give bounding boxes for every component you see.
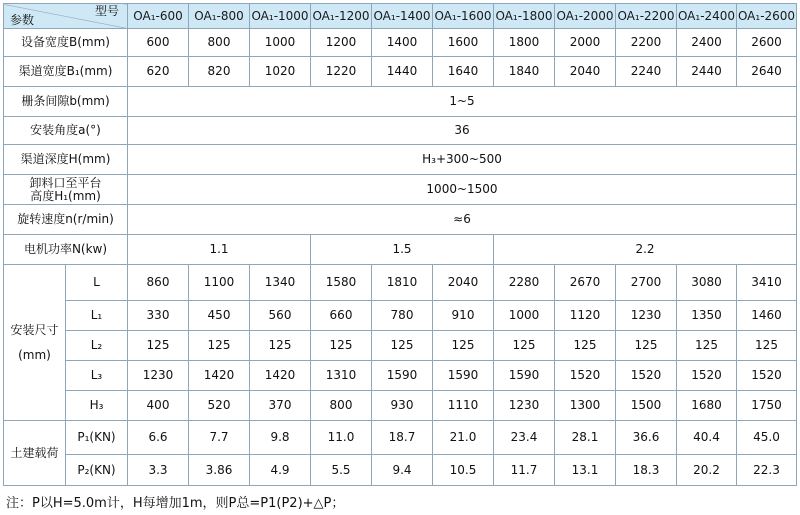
table-cell: 860	[128, 265, 189, 301]
table-cell: 1520	[555, 361, 616, 391]
table-cell: 1000	[494, 301, 555, 331]
table-cell: 1680	[677, 391, 737, 421]
row-label: 栅条间隙b(mm)	[4, 87, 128, 117]
model-header: OA₁-1400	[372, 4, 433, 29]
table-cell: 125	[555, 331, 616, 361]
merged-cell: H₃+300~500	[128, 145, 797, 175]
table-cell: 11.0	[311, 421, 372, 455]
table-cell: 330	[128, 301, 189, 331]
table-cell: 1340	[250, 265, 311, 301]
spec-table	[3, 3, 797, 486]
group-label: 土建载荷	[4, 421, 66, 486]
table-cell: 450	[189, 301, 250, 331]
table-cell: 1640	[433, 57, 494, 87]
table-cell: 1110	[433, 391, 494, 421]
model-header: OA₁-1000	[250, 4, 311, 29]
model-header: OA₁-2600	[737, 4, 797, 29]
table-cell: 1020	[250, 57, 311, 87]
table-cell: 23.4	[494, 421, 555, 455]
table-cell: 28.1	[555, 421, 616, 455]
table-row	[4, 331, 797, 361]
table-row	[4, 117, 797, 145]
merged-cell: 1~5	[128, 87, 797, 117]
table-cell: 3.86	[189, 455, 250, 486]
table-cell: 36.6	[616, 421, 677, 455]
table-cell: 660	[311, 301, 372, 331]
table-cell: 1420	[189, 361, 250, 391]
table-cell: 5.5	[311, 455, 372, 486]
model-header: OA₁-2400	[677, 4, 737, 29]
sub-label: P₁(KN)	[66, 421, 128, 455]
table-row	[4, 361, 797, 391]
table-cell: 800	[311, 391, 372, 421]
model-header: OA₁-600	[128, 4, 189, 29]
group-label-line: 安装尺寸	[10, 322, 59, 337]
table-row	[4, 391, 797, 421]
table-cell: 780	[372, 301, 433, 331]
table-cell: 930	[372, 391, 433, 421]
table-row	[4, 421, 797, 455]
table-cell: 1840	[494, 57, 555, 87]
merged-cell: ≈6	[128, 205, 797, 235]
table-cell: 1440	[372, 57, 433, 87]
model-header-row	[4, 4, 797, 29]
table-cell: 1500	[616, 391, 677, 421]
table-cell: 13.1	[555, 455, 616, 486]
table-cell: 125	[616, 331, 677, 361]
merged-cell: 1.5	[311, 235, 494, 265]
table-cell: 1100	[189, 265, 250, 301]
row-label: 设备宽度B(mm)	[4, 29, 128, 57]
table-row	[4, 57, 797, 87]
table-row	[4, 29, 797, 57]
table-cell: 3080	[677, 265, 737, 301]
table-cell: 1520	[616, 361, 677, 391]
table-cell: 1420	[250, 361, 311, 391]
table-cell: 1120	[555, 301, 616, 331]
table-cell: 1400	[372, 29, 433, 57]
table-cell: 2640	[737, 57, 797, 87]
table-cell: 800	[189, 29, 250, 57]
table-cell: 45.0	[737, 421, 797, 455]
row-label: 电机功率N(kw)	[4, 235, 128, 265]
table-cell: 600	[128, 29, 189, 57]
sub-label: H₃	[66, 391, 128, 421]
model-header: OA₁-1200	[311, 4, 372, 29]
table-cell: 370	[250, 391, 311, 421]
table-cell: 125	[372, 331, 433, 361]
row-label-line: 卸料口至平台	[29, 175, 102, 190]
table-cell: 125	[677, 331, 737, 361]
table-cell: 910	[433, 301, 494, 331]
row-label-line: 高度H₁(mm)	[30, 188, 101, 203]
table-cell: 620	[128, 57, 189, 87]
sub-label: P₂(KN)	[66, 455, 128, 486]
table-cell: 22.3	[737, 455, 797, 486]
table-cell: 520	[189, 391, 250, 421]
table-cell: 1520	[737, 361, 797, 391]
table-cell: 1590	[494, 361, 555, 391]
model-header: OA₁-2000	[555, 4, 616, 29]
table-cell: 1230	[616, 301, 677, 331]
merged-cell: 2.2	[494, 235, 797, 265]
corner-param-label: 参数	[10, 13, 35, 27]
table-cell: 9.8	[250, 421, 311, 455]
table-row	[4, 455, 797, 486]
group-label	[4, 265, 66, 421]
table-cell: 1460	[737, 301, 797, 331]
table-cell: 125	[311, 331, 372, 361]
table-cell: 3.3	[128, 455, 189, 486]
table-cell: 1000	[250, 29, 311, 57]
table-row	[4, 145, 797, 175]
row-label	[4, 175, 128, 205]
corner-cell	[4, 4, 128, 29]
table-row	[4, 235, 797, 265]
table-cell: 125	[433, 331, 494, 361]
footnote: 注：P以H=5.0m计，H每增加1m，则P总=P1(P2)+△P；	[6, 496, 345, 511]
table-cell: 6.6	[128, 421, 189, 455]
row-label: 渠道深度H(mm)	[4, 145, 128, 175]
table-cell: 2280	[494, 265, 555, 301]
table-cell: 3410	[737, 265, 797, 301]
table-cell: 125	[250, 331, 311, 361]
table-cell: 1590	[372, 361, 433, 391]
table-cell: 1590	[433, 361, 494, 391]
table-cell: 40.4	[677, 421, 737, 455]
model-header: OA₁-1600	[433, 4, 494, 29]
merged-cell: 1.1	[128, 235, 311, 265]
table-cell: 2600	[737, 29, 797, 57]
table-cell: 1580	[311, 265, 372, 301]
table-row	[4, 265, 797, 301]
table-cell: 1230	[494, 391, 555, 421]
table-row	[4, 301, 797, 331]
row-label: 渠道宽度B₁(mm)	[4, 57, 128, 87]
table-cell: 1220	[311, 57, 372, 87]
table-cell: 7.7	[189, 421, 250, 455]
table-row	[4, 205, 797, 235]
table-cell: 20.2	[677, 455, 737, 486]
table-cell: 1800	[494, 29, 555, 57]
table-cell: 1520	[677, 361, 737, 391]
sub-label: L₁	[66, 301, 128, 331]
table-cell: 2440	[677, 57, 737, 87]
table-cell: 2700	[616, 265, 677, 301]
table-cell: 18.3	[616, 455, 677, 486]
table-cell: 1750	[737, 391, 797, 421]
table-cell: 2400	[677, 29, 737, 57]
table-cell: 1810	[372, 265, 433, 301]
model-header: OA₁-2200	[616, 4, 677, 29]
model-header: OA₁-1800	[494, 4, 555, 29]
sub-label: L₃	[66, 361, 128, 391]
merged-cell: 1000~1500	[128, 175, 797, 205]
table-cell: 2000	[555, 29, 616, 57]
table-cell: 1600	[433, 29, 494, 57]
corner-model-label: 型号	[94, 4, 119, 18]
table-cell: 1350	[677, 301, 737, 331]
table-cell: 1230	[128, 361, 189, 391]
sub-label: L	[66, 265, 128, 301]
table-cell: 18.7	[372, 421, 433, 455]
row-label: 安装角度a(°)	[4, 117, 128, 145]
table-cell: 560	[250, 301, 311, 331]
table-cell: 11.7	[494, 455, 555, 486]
table-cell: 2200	[616, 29, 677, 57]
table-cell: 2670	[555, 265, 616, 301]
sub-label: L₂	[66, 331, 128, 361]
table-row	[4, 175, 797, 205]
table-row	[4, 87, 797, 117]
table-cell: 1310	[311, 361, 372, 391]
table-cell: 125	[737, 331, 797, 361]
table-cell: 125	[494, 331, 555, 361]
table-cell: 9.4	[372, 455, 433, 486]
table-cell: 1200	[311, 29, 372, 57]
table-cell: 125	[128, 331, 189, 361]
table-cell: 820	[189, 57, 250, 87]
table-cell: 4.9	[250, 455, 311, 486]
table-cell: 2240	[616, 57, 677, 87]
group-label-line: (mm)	[18, 347, 51, 362]
row-label: 旋转速度n(r/min)	[4, 205, 128, 235]
table-cell: 2040	[433, 265, 494, 301]
table-cell: 1300	[555, 391, 616, 421]
table-cell: 10.5	[433, 455, 494, 486]
table-cell: 2040	[555, 57, 616, 87]
table-cell: 400	[128, 391, 189, 421]
merged-cell: 36	[128, 117, 797, 145]
model-header: OA₁-800	[189, 4, 250, 29]
table-cell: 21.0	[433, 421, 494, 455]
table-cell: 125	[189, 331, 250, 361]
